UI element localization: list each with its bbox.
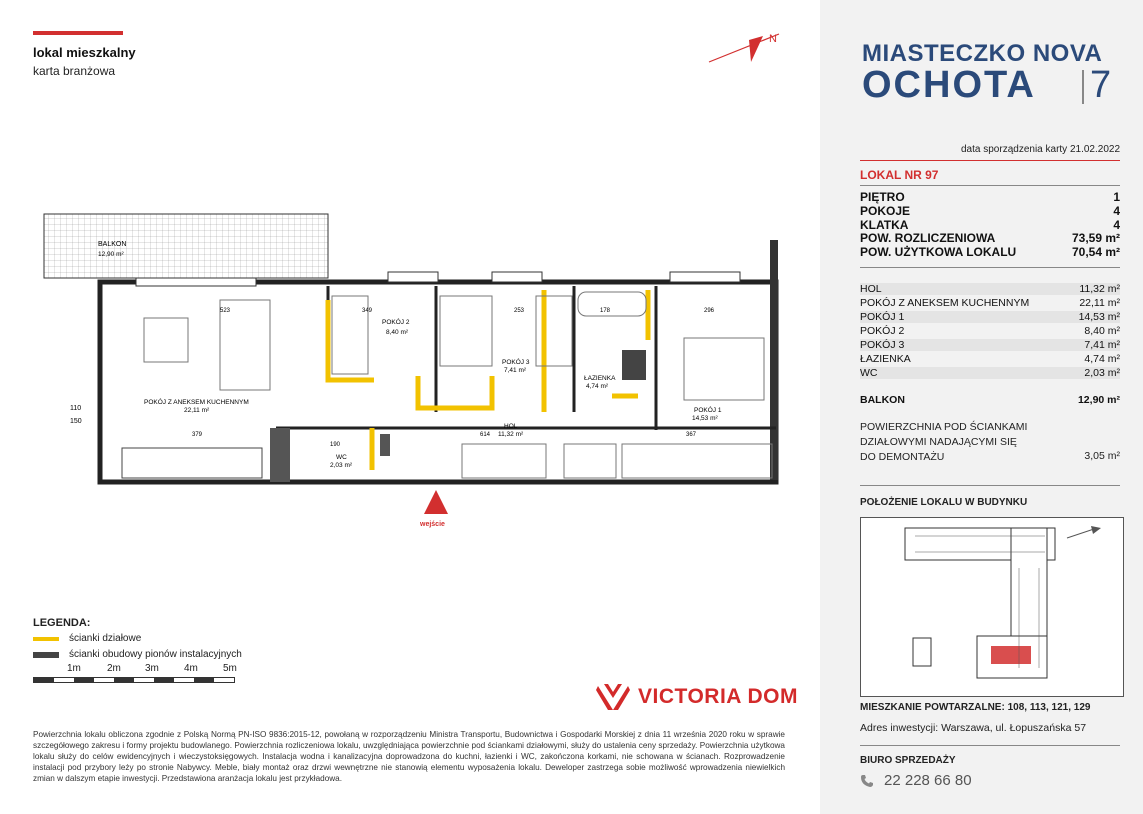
scale-bar — [33, 663, 243, 685]
doc-subtitle: karta branżowa — [33, 64, 116, 78]
north-arrow-icon — [705, 28, 785, 68]
balkon-row: BALKON 12,90 m² — [860, 394, 1120, 406]
room-area-pokoj3: 7,41 m² — [504, 367, 527, 374]
sales-phone[interactable] — [860, 772, 972, 789]
scale-tick-label: 1m — [67, 663, 81, 674]
header-accent-bar — [33, 31, 123, 35]
repeat-apartments: MIESZKANIE POWTARZALNE: 108, 113, 121, 129 — [860, 702, 1091, 713]
legend-item-label: ścianki działowe — [69, 633, 142, 644]
room-label-pokoj3: POKÓJ 3 — [502, 359, 530, 366]
entrance-label: wejście — [420, 521, 445, 528]
logo-line1: MIASTECZKO NOVA — [862, 40, 1103, 67]
dim-label: 349 — [362, 308, 373, 314]
dim-label: 296 — [704, 308, 715, 314]
room-row: WC 2,03 m² — [860, 367, 1120, 379]
scale-tick-label: 2m — [107, 663, 121, 674]
room-area-wc: 2,03 m² — [330, 462, 353, 469]
scale-tick-label: 5m — [223, 663, 237, 674]
room-row: POKÓJ 1 14,53 m² — [860, 311, 1120, 323]
scale-tick-label: 4m — [184, 663, 198, 674]
demolition-value: 3,05 m² — [1084, 450, 1120, 462]
divider — [860, 485, 1120, 486]
info-row-pokoje: POKOJE 4 — [860, 204, 1120, 218]
info-sidebar — [820, 0, 1143, 814]
dim-label: 523 — [220, 308, 231, 314]
phone-number[interactable]: 22 228 66 80 — [884, 772, 972, 789]
dim-label: 190 — [330, 442, 341, 448]
divider — [860, 185, 1120, 186]
room-row: POKÓJ 2 8,40 m² — [860, 325, 1120, 337]
victoria-logo-icon — [596, 682, 630, 712]
sales-office-title: BIURO SPRZEDAŻY — [860, 755, 956, 766]
info-row-pow-uzyt: POW. UŻYTKOWA LOKALU 70,54 m² — [860, 245, 1120, 259]
logo-line2: OCHOTA — [862, 64, 1036, 106]
doc-title: lokal mieszkalny — [33, 45, 136, 60]
lokal-number: LOKAL NR 97 — [860, 168, 939, 182]
location-title: POŁOŻENIE LOKALU W BUDYNKU — [860, 497, 1028, 508]
scale-tick-label: 3m — [145, 663, 159, 674]
logo-number: 7 — [1090, 64, 1112, 106]
divider — [860, 160, 1120, 161]
brand-name: VICTORIA DOM — [638, 685, 799, 708]
room-area-kitchen: 22,11 m² — [184, 407, 210, 414]
legend-swatch-gray — [33, 652, 59, 658]
dim-label: 150 — [70, 418, 82, 425]
demolition-note: POWIERZCHNIA POD ŚCIANKAMI DZIAŁOWYMI NADAJĄCYMI SIĘ DO DEMONTAŻU — [860, 421, 1028, 463]
room-area-hol: 11,32 m² — [498, 431, 524, 438]
legend-item-shaft — [33, 649, 242, 660]
room-label-lazienka: ŁAZIENKA — [584, 375, 616, 382]
legend-item-partition — [33, 633, 141, 644]
card-date: data sporządzenia karty 21.02.2022 — [961, 144, 1120, 155]
dim-label: 367 — [686, 432, 697, 438]
room-area-lazienka: 4,74 m² — [586, 383, 609, 390]
room-row: POKÓJ Z ANEKSEM KUCHENNYM 22,11 m² — [860, 297, 1120, 309]
room-label-pokoj2: POKÓJ 2 — [382, 319, 410, 326]
dim-label: 379 — [192, 432, 203, 438]
disclaimer-text: Powierzchnia lokalu obliczona zgodnie z Polską Normą PN-ISO 9836:2015-12, powołaną w rozporządzeniu Ministra Transportu, Budownictwa i Gospodarki Morskiej z dnia 11 września 2020 roku w sprawie szczegółowego zakresu i formy projektu budowlanego. Powierzchnia rozliczeniowa lokalu, uwzględniająca powierzchnie pod ściankami działowymi, służy do ustalenia ceny sprzedaży. Powierzchnia użytkowa lokalu służy do celów ewidencyjnych i wieczystoksięgowych. Instalacja wodna i kanalizacyjna doprowadzona do kuchni, łazienki i WC, zakończona korkami, nie schowana w ścianach. Rozprowadzenie instalacji pod przybory leży po stronie Nabywcy. Meble, biały montaż oraz drzwi wewnętrzne nie stanowią elementu wyposażenia lokalu. Deweloper zastrzega sobie możliwość wprowadzenia niewielkich zmian w dalszym etapie inwestycji. Przedstawiona aranżacja lokalu jest przykładowa. — [33, 730, 785, 783]
info-row-klatka: KLATKA 4 — [860, 218, 1120, 232]
building-map-icon — [861, 518, 1123, 696]
divider — [860, 745, 1120, 746]
legend-title: LEGENDA: — [33, 617, 91, 629]
room-area-pokoj2: 8,40 m² — [386, 329, 409, 336]
dim-label: 110 — [70, 405, 82, 412]
room-row: ŁAZIENKA 4,74 m² — [860, 353, 1120, 365]
room-label-pokoj1: POKÓJ 1 — [694, 407, 722, 414]
victoria-dom-logo — [596, 682, 798, 712]
divider — [860, 267, 1120, 268]
room-area-pokoj1: 14,53 m² — [692, 415, 718, 422]
room-row: POKÓJ 3 7,41 m² — [860, 339, 1120, 351]
room-row: HOL 11,32 m² — [860, 283, 1120, 295]
room-label-hol: HOL — [504, 423, 518, 430]
dim-label: 178 — [600, 308, 611, 314]
logo-separator — [1082, 70, 1084, 104]
info-row-pietro: PIĘTRO 1 — [860, 190, 1120, 204]
dim-label: 253 — [514, 308, 525, 314]
room-label-kitchen: POKÓJ Z ANEKSEM KUCHENNYM — [144, 399, 249, 406]
room-area-balkon: 12,90 m² — [98, 251, 124, 258]
info-row-pow-rozl: POW. ROZLICZENIOWA 73,59 m² — [860, 231, 1120, 245]
room-label-wc: WC — [336, 454, 347, 461]
floor-plan — [36, 200, 796, 540]
legend-swatch-yellow — [33, 637, 59, 641]
dim-label: 614 — [480, 432, 491, 438]
legend-item-label: ścianki obudowy pionów instalacyjnych — [69, 649, 242, 660]
investment-address: Adres inwestycji: Warszawa, ul. Łopuszańska 57 — [860, 722, 1087, 734]
building-location-map — [860, 517, 1124, 697]
phone-icon — [860, 774, 874, 788]
room-label-balkon: BALKON — [98, 241, 127, 248]
svg-text:N: N — [769, 33, 777, 45]
